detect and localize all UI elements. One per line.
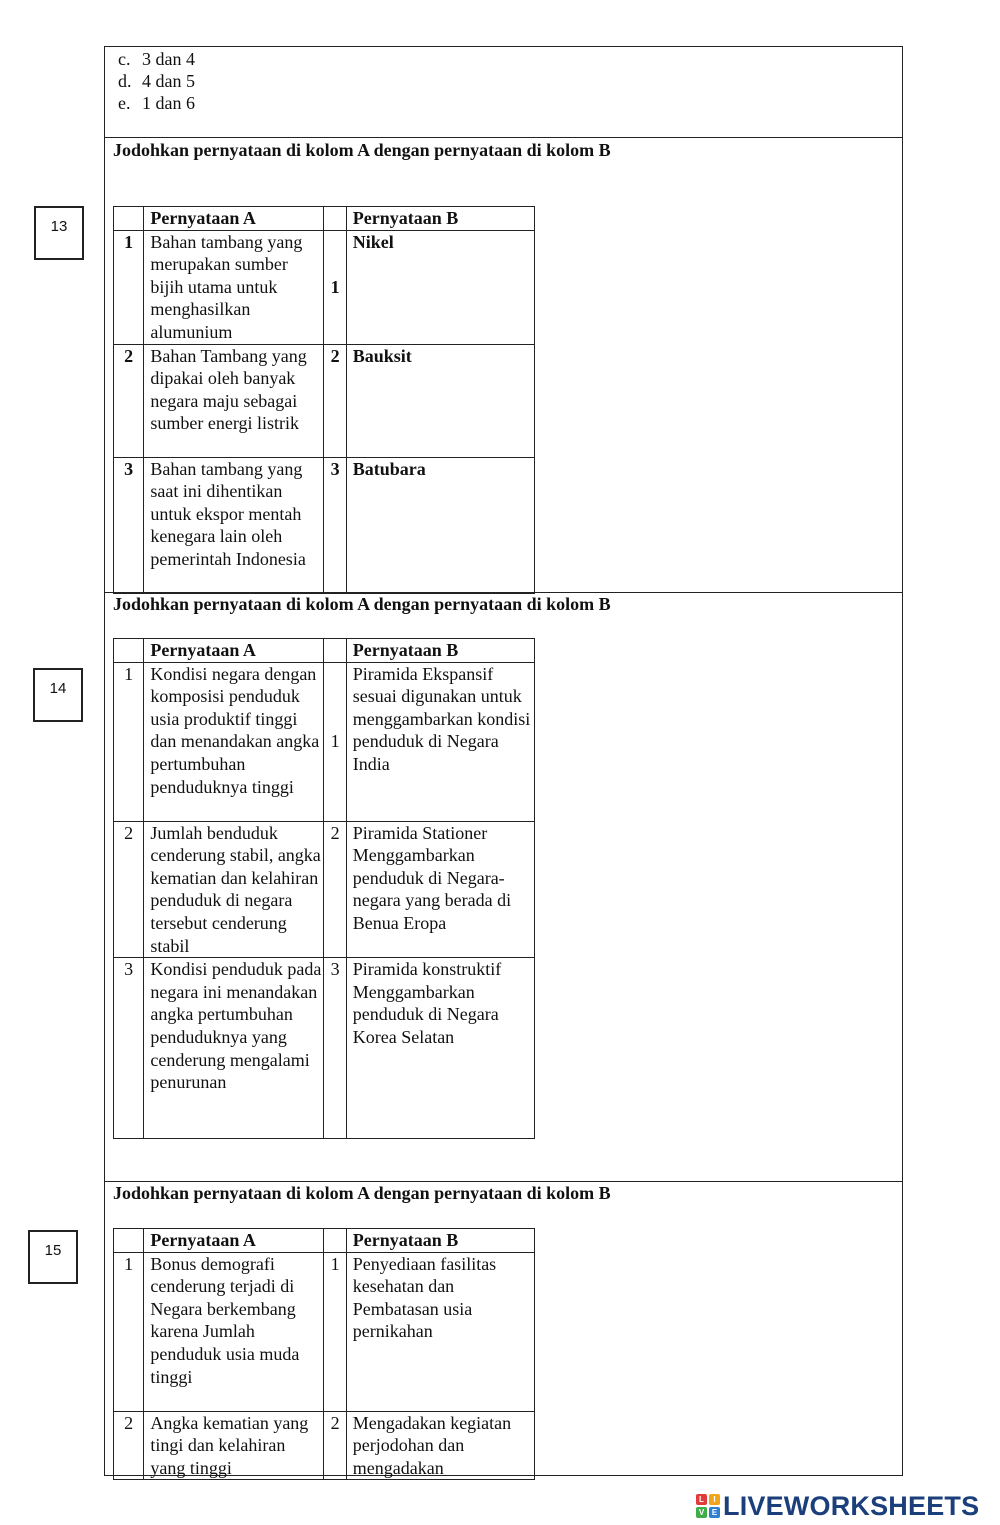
liveworksheets-mark-icon: L I V E [696, 1494, 720, 1518]
liveworksheets-wordmark: LIVEWORKSHEETS [723, 1490, 980, 1521]
q14-statement-a-1[interactable]: Kondisi negara dengan komposisi penduduk usia produktif tinggi dan menandakan angka pertumbuhan penduduknya tinggi [144, 662, 324, 821]
table-row: 2 Bahan Tambang yang dipakai oleh banyak negara maju sebagai sumber energi listrik 2 Bauksit [114, 344, 535, 457]
q13-number-box: 13 [34, 206, 84, 260]
q13-header-b: Pernyataan B [346, 207, 534, 231]
divider-q15 [104, 1181, 902, 1182]
table-row: 2 Jumlah benduduk cenderung stabil, angka kematian dan kelahiran penduduk di negara tersebut cenderung stabil 2 Piramida Stationer Menggambarkan penduduk di Negara-negara yang berada di Benua Eropa [114, 821, 535, 958]
q15-instruction: Jodohkan pernyataan di kolom A dengan pernyataan di kolom B [113, 1183, 611, 1203]
table-row: 1 Bonus demografi cenderung terjadi di Negara berkembang karena Jumlah penduduk usia muda tinggi 1 Penyediaan fasilitas kesehatan dan Pembatasan usia pernikahan [114, 1252, 535, 1411]
q15-header-a: Pernyataan A [144, 1229, 324, 1253]
table-row: 3 Kondisi penduduk pada negara ini menandakan angka pertumbuhan penduduknya yang cenderung mengalami penurunan 3 Piramida konstruktif Menggambarkan penduduk di Negara Korea Selatan [114, 958, 535, 1139]
table-row: 1 Kondisi negara dengan komposisi penduduk usia produktif tinggi dan menandakan angka pertumbuhan penduduknya tinggi 1 Piramida Ekspansif sesuai digunakan untuk menggambarkan kondisi penduduk di Negara India [114, 662, 535, 821]
q15-header-b: Pernyataan B [346, 1229, 534, 1253]
q14-header-b: Pernyataan B [346, 639, 534, 663]
table-row: 2 Angka kematian yang tingi dan kelahiran yang tinggi 2 Mengadakan kegiatan perjodohan dan mengadakan [114, 1411, 535, 1480]
q13-instruction: Jodohkan pernyataan di kolom A dengan pernyataan di kolom B [113, 140, 611, 160]
q13-header-a: Pernyataan A [144, 207, 324, 231]
q15-match-table [113, 1228, 535, 1480]
q14-statement-b-1[interactable]: Piramida Ekspansif sesuai digunakan untuk menggambarkan kondisi penduduk di Negara India [346, 662, 534, 821]
q15-statement-a-2[interactable]: Angka kematian yang tingi dan kelahiran yang tinggi [144, 1411, 324, 1480]
q14-statement-b-2[interactable]: Piramida Stationer Menggambarkan penduduk di Negara-negara yang berada di Benua Eropa [346, 821, 534, 958]
q14-statement-b-3[interactable]: Piramida konstruktif Menggambarkan penduduk di Negara Korea Selatan [346, 958, 534, 1139]
q14-instruction: Jodohkan pernyataan di kolom A dengan pernyataan di kolom B [113, 594, 611, 614]
q15-statement-b-2[interactable]: Mengadakan kegiatan perjodohan dan mengadakan [346, 1411, 534, 1480]
option-c: c. 3 dan 4 [118, 49, 195, 69]
q15-statement-b-1[interactable]: Penyediaan fasilitas kesehatan dan Pembatasan usia pernikahan [346, 1252, 534, 1411]
q15-number-box: 15 [28, 1230, 78, 1284]
q14-statement-a-3[interactable]: Kondisi penduduk pada negara ini menandakan angka pertumbuhan penduduknya yang cenderung mengalami penurunan [144, 958, 324, 1139]
q15-statement-a-1[interactable]: Bonus demografi cenderung terjadi di Negara berkembang karena Jumlah penduduk usia muda tinggi [144, 1252, 324, 1411]
divider-top [104, 46, 902, 47]
q13-statement-a-1[interactable]: Bahan tambang yang merupakan sumber bijih utama untuk menghasilkan alumunium [144, 230, 324, 344]
q14-number-box: 14 [33, 668, 83, 722]
q14-header-a: Pernyataan A [144, 639, 324, 663]
q13-statement-a-2[interactable]: Bahan Tambang yang dipakai oleh banyak negara maju sebagai sumber energi listrik [144, 344, 324, 457]
option-e: e. 1 dan 6 [118, 93, 195, 113]
table-row: 3 Bahan tambang yang saat ini dihentikan untuk ekspor mentah kenegara lain oleh pemerintah Indonesia 3 Batubara [114, 457, 535, 593]
q13-statement-b-2[interactable]: Bauksit [346, 344, 534, 457]
table-row: 1 Bahan tambang yang merupakan sumber bijih utama untuk menghasilkan alumunium 1 Nikel [114, 230, 535, 344]
q14-statement-a-2[interactable]: Jumlah benduduk cenderung stabil, angka kematian dan kelahiran penduduk di negara tersebut cenderung stabil [144, 821, 324, 958]
liveworksheets-logo [696, 1490, 979, 1522]
q14-match-table [113, 638, 535, 1139]
q13-statement-b-3[interactable]: Batubara [346, 457, 534, 593]
divider-q13 [104, 137, 902, 138]
q13-statement-a-3[interactable]: Bahan tambang yang saat ini dihentikan untuk ekspor mentah kenegara lain oleh pemerintah Indonesia [144, 457, 324, 593]
q13-match-table [113, 206, 535, 594]
option-d: d. 4 dan 5 [118, 71, 195, 91]
q13-statement-b-1[interactable]: Nikel [346, 230, 534, 344]
